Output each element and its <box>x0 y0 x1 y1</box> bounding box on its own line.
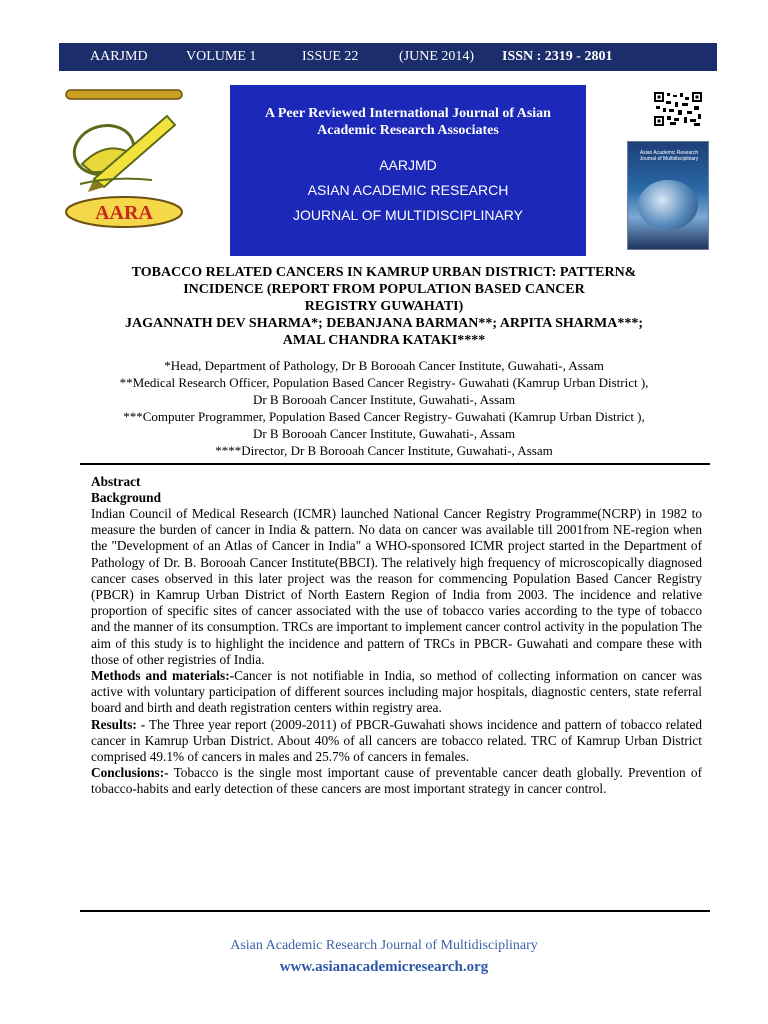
journal-header-bar <box>59 43 717 71</box>
affiliation-4: ****Director, Dr B Borooah Cancer Institute, Guwahati-, Assam <box>215 443 553 458</box>
journal-abbr: AARJMD <box>90 49 148 64</box>
globe-image <box>638 180 698 230</box>
article-title-line3: REGISTRY GUWAHATI) <box>304 299 464 314</box>
journal-banner <box>230 85 586 256</box>
volume-label: VOLUME 1 <box>186 49 257 64</box>
aara-logo <box>62 84 187 230</box>
banner-abbr: AARJMD <box>379 157 437 173</box>
authors-line2: AMAL CHANDRA KATAKI**** <box>282 333 486 348</box>
affiliation-3-cont: Dr B Borooah Cancer Institute, Guwahati-, Assam <box>252 426 516 441</box>
conclusions-text: Tobacco is the single most important cause of preventable cancer death globally. Prevention of tobacco-habits and early detection of these cancers are most important strategy in cancer control. <box>91 765 702 797</box>
affiliation-1: *Head, Department of Pathology, Dr B Borooah Cancer Institute, Guwahati-, Assam <box>164 358 604 373</box>
results-text: The Three year report (2009-2011) of PBCR-Guwahati shows incidence and pattern of tobacco related cancer in Kamrup Urban District. About 40% of all cancers are tobacco related. TRC of Kamrup Urban District comprised 49.1% of cancers in males and 25.7% of cancers in females. <box>91 716 702 765</box>
conclusions-label: Conclusions:- <box>91 765 169 781</box>
methods-paragraph <box>91 668 702 717</box>
methods-text: Cancer is not notifiable in India, so method of collecting information on cancer was active with voluntary participation of different sources including major hospitals, diagnostic centers, state referral board and birth and death registration centers within registry area. <box>91 668 702 716</box>
conclusions-paragraph <box>91 765 702 797</box>
abstract-heading: Abstract <box>91 474 141 489</box>
banner-name-line2: JOURNAL OF MULTIDISCIPLINARY <box>292 207 523 223</box>
background-paragraph: Indian Council of Medical Research (ICMR) launched National Cancer Registry Programme(NCRP) in 1982 to measure the burden of cancer in India & pattern. No data on cancer was available till 2001from NE-region when the "Development of an Atlas of Cancer in India" a WHO-sponsored ICMR project started in the Department of Pathology of Dr. B. Borooah Cancer Institute(BBCI). The relatively high frequency of microscopically diagnosed cancer cases observed in this later project was the reason for commencing Population Based Cancer Registry (PBCR) in Kamrup Urban District of North Eastern Region of India from 2003. The incidence and relative proportion of specific sites of cancer associated with the use of tobacco varies according to the type of tobacco and the manner of its consumption. TRCs are important to implement cancer control activity in the population The aim of this study is to highlight the incidence and pattern of TRCs in PBCR- Guwahati and compare these with those of other registries of India. <box>91 506 702 667</box>
qr-code-icon <box>654 92 702 126</box>
bottom-divider <box>80 910 710 912</box>
affiliation-3: ***Computer Programmer, Population Based Cancer Registry- Guwahati (Kamrup Urban District ), <box>123 409 645 424</box>
authors-line1: JAGANNATH DEV SHARMA*; DEBANJANA BARMAN**; ARPITA SHARMA***; <box>124 316 643 331</box>
journal-cover-thumbnail <box>627 141 709 250</box>
banner-tagline: A Peer Reviewed International Journal of Asian Academic Research Associates <box>265 106 551 138</box>
cover-title: Asian Academic Research Journal of Multidisciplinary <box>639 150 699 162</box>
article-title-line1: TOBACCO RELATED CANCERS IN KAMRUP URBAN DISTRICT: PATTERN& <box>131 265 637 280</box>
results-label: Results: - <box>91 716 146 732</box>
footer-journal-name: Asian Academic Research Journal of Multidisciplinary <box>230 938 538 953</box>
pen-icon <box>69 116 175 192</box>
issn-label: ISSN : 2319 - 2801 <box>502 49 613 64</box>
banner-name-line1: ASIAN ACADEMIC RESEARCH <box>307 182 509 198</box>
footer-url[interactable]: www.asianacademicresearch.org <box>279 959 489 975</box>
methods-label: Methods and materials:- <box>91 668 235 684</box>
affiliation-2: **Medical Research Officer, Population Based Cancer Registry- Guwahati (Kamrup Urban District ), <box>119 375 649 390</box>
top-divider <box>80 463 710 465</box>
logo-text: AARA <box>95 202 153 224</box>
abstract-body <box>91 506 702 798</box>
issue-label: ISSUE 22 <box>302 49 359 64</box>
background-heading: Background <box>91 490 161 505</box>
affiliation-2-cont: Dr B Borooah Cancer Institute, Guwahati-, Assam <box>252 392 516 407</box>
date-label: (JUNE 2014) <box>399 49 475 64</box>
results-paragraph <box>91 717 702 766</box>
article-title-line2: INCIDENCE (REPORT FROM POPULATION BASED CANCER <box>183 282 585 297</box>
